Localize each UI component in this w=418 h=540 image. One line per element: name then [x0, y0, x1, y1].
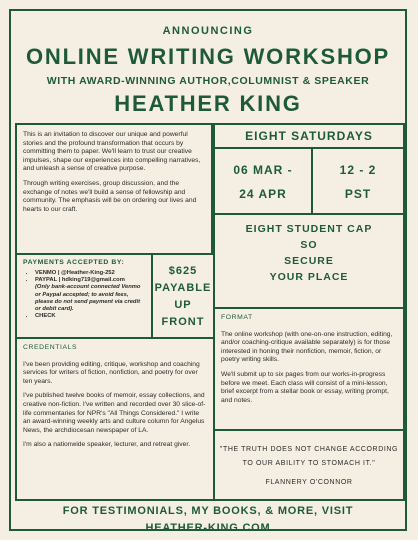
payment-paypal: [35, 277, 145, 313]
time-hours: 12 - 2: [339, 163, 377, 177]
credentials-paragraph-3: I'm also a nationwide speaker, lecturer, and retreat giver.: [23, 441, 191, 449]
price-line-4: FRONT: [161, 316, 205, 328]
student-cap: [213, 213, 405, 309]
payment-venmo: • VENMO | @Heather-King-252: [35, 270, 145, 277]
cap-line-4: YOUR PLACE: [269, 271, 349, 283]
footer-website[interactable]: HEATHER-KING.COM: [145, 522, 271, 534]
intro-paragraph-2: Through writing exercises, group discussion, and the exchange of notes we'll build a sense of fellowship and community. The emphasis will be on ordering our lives and hearts to our craft.: [23, 179, 197, 213]
price-line-2: PAYABLE: [154, 282, 212, 294]
time-zone: PST: [344, 187, 372, 201]
date-range: [213, 147, 313, 215]
author-name: HEATHER KING: [114, 91, 302, 116]
cap-line-2: SO: [300, 239, 318, 251]
payment-check: • CHECK: [35, 313, 145, 320]
format-paragraph-1: The online workshop (with one-on-one instruction, editing, and/or coaching-critique available separately) is for those interested in honing their nonfiction, memoir, fiction, or poetry writing skills.: [221, 330, 393, 364]
payment-heading: PAYMENTS ACCEPTED BY:: [23, 259, 125, 266]
payment-paypal-label: PAYPAL | hdking719@gmail.com: [35, 277, 125, 284]
schedule-heading: EIGHT SATURDAYS: [213, 123, 405, 149]
payment-section: [15, 253, 153, 339]
cap-line-3: SECURE: [284, 255, 334, 267]
format-paragraph-2: We'll submit up to six pages from our works-in-progress before we meet. Each class will consist of a mini-lesson, brief excerpt from a stellar book or essay, writing prompt, and notes.: [221, 370, 389, 404]
time-range: [311, 147, 405, 215]
author-subtitle: WITH AWARD-WINNING AUTHOR,COLUMNIST & SPEAKER: [46, 75, 370, 87]
format-section: [213, 307, 405, 431]
price-line-3: UP: [174, 299, 192, 311]
intro-paragraph-1: This is an invitation to discover our unique and powerful stories and the profound transformation that occurs by committing them to paper. We'll learn to trust our creative impulses, shape our experiences into compelling narratives, and unleash a sense of creative purpose.: [23, 131, 201, 173]
flyer-header: [11, 11, 405, 129]
cap-line-1: EIGHT STUDENT CAP: [245, 223, 373, 235]
payment-list: [23, 270, 145, 320]
intro-section: [15, 123, 213, 255]
format-heading: FORMAT: [221, 314, 253, 321]
quote-section: [213, 429, 405, 501]
quote-author: FLANNERY O'CONNOR: [265, 479, 353, 486]
quote-line-1: "THE TRUTH DOES NOT CHANGE ACCORDING: [219, 446, 399, 453]
price-amount: $625: [168, 265, 198, 277]
payment-note: (Only bank-account connected Venmo or Paypal accepted; to avoid fees, please do not send payment via credit or debit card).: [35, 284, 141, 313]
credentials-paragraph-2: I've published twelve books of memoir, essay collections, and creative non-fiction. I've written and recorded over 30 slice-of-life commentaries for NPR's "All Things Considered." I write an award-winning weekly arts and culture column for Angelus News, the archdiocesan newspaper of LA.: [23, 392, 206, 434]
price-section: [151, 253, 215, 339]
flyer-frame: [9, 9, 407, 534]
credentials-paragraph-1: I've been providing editing, critique, workshop and coaching services for writers of fiction, nonfiction, and poetry for over ten years.: [23, 360, 200, 385]
date-start: 06 MAR -: [233, 163, 293, 177]
announcing-label: ANNOUNCING: [162, 25, 254, 37]
credentials-heading: CREDENTIALS: [23, 344, 78, 351]
date-end: 24 APR: [239, 187, 287, 201]
flyer-footer: [11, 499, 405, 534]
quote-line-2: TO OUR ABILITY TO STOMACH IT.": [242, 460, 376, 467]
workshop-title: ONLINE WRITING WORKSHOP: [25, 44, 391, 69]
credentials-section: [15, 337, 215, 501]
footer-cta: FOR TESTIMONIALS, MY BOOKS, & MORE, VISIT: [62, 505, 354, 517]
